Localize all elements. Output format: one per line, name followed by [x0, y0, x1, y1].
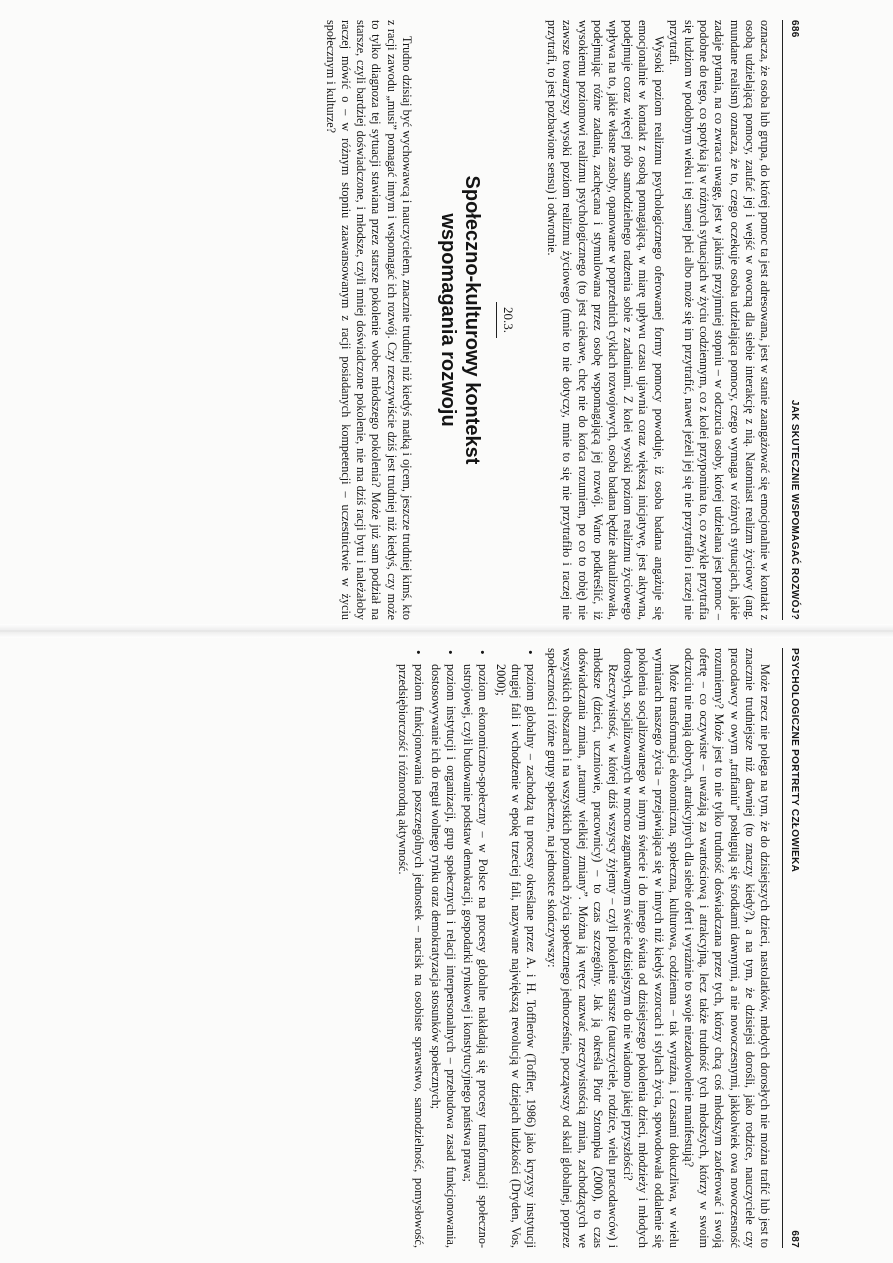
- section-divider: [496, 302, 497, 338]
- list-item: • poziom globalny – zachodzą tu procesy określane przez A. i H. Tofflerów (Toffler, 1986) jako kryzysy instytucji drugiej fali i wchodzenie w epokę trzeciej fali, nazywane największą rewolucją w dziejach ludzkości (Dryden, Vos, 2000);: [492, 648, 538, 1248]
- body-text: [323, 20, 772, 620]
- binding-seam: [0, 624, 893, 638]
- body-text: [393, 648, 772, 1248]
- list-item: • poziom funkcjonowania poszczególnych jednostek – nacisk na osobiste sprawstwo, samodzielność, pomysłowość, przedsiębiorczość i różnorodną aktywność.: [395, 648, 425, 1248]
- paragraph: oznacza, że osoba lub grupa, do której pomoc ta jest adresowana, jest w stanie zaangażować się emocjonalnie w kontakt z osobą udzielającą pomocy, zaufać jej i wejść w owocną dla siebie interakcję z nią. Natomiast realizm życiowy (ang. mundane realism) oznacza, że to, czego oczekuje osoba udzielająca pomocy, czego wymaga w różnych sytuacjach, jakie zadaje pytania, na co zwraca uwagę, jest w jakimś przyjmniej stopniu – w odczucia osoby, której udzielana jest pomoc – podobne do tego, co spotyka ją w różnych sytuacjach w życiu codziennym, co z kolei przypomina to, co zwykle przytrafia się ludziom w podobnym wieku i tej samej płci albo może się im przytrafić, nawet jeżeli jej się nie przytrafiło i raczej nie przytrafi.: [666, 20, 772, 620]
- bullet-list: [395, 648, 538, 1248]
- running-head-title: PSYCHOLOGICZNE PORTRETY CZŁOWIEKA: [789, 648, 800, 873]
- section-title-line: wspomagania rozwoju: [436, 213, 459, 427]
- list-item: • poziom instytucji i organizacji, grup społecznych i relacji interpersonalnych – przebudowa zasad funkcjonowania, dostosowywanie ich do reguł wolnego rynku oraz demokratyzacja stosunków społecznych;: [428, 648, 458, 1248]
- paragraph: Może rzecz nie polega na tym, że do dzisiejszych dzieci, nastolatków, młodych dorosłych nie można trafić lub jest to znacznie trudniejsze niż dawniej (to znaczy kiedy?), a na tym, że dzisiejsi dorośli, jako rodzice, nauczyciele czy pracodawcy w owym „trafianiu” posługują się środkami dawnymi, a nie nowoczesnymi, jakkolwiek owa nowoczesność rozumiemy? Może jest to nie tylko trudność doświadczana przez tych, którzy chcą coś młodszym zaoferować i swoją ofertę – co oczywiste – uważają za wartościową i atrakcyjną, lecz także trudność tych młodszych, którzy w swoim odczuciu nie mają dobrych, atrakcyjnych dla siebie ofert i wyrażnie to swoje niezadowolenie manifestują?: [681, 648, 772, 1248]
- section-title: [436, 20, 484, 620]
- paragraph: Może transformacja ekonomiczna, społeczna, kulturowa, codzienna – tak wyraźna, i czasami dokuczliwa, w wielu wymiarach naszego życia – przejawiająca się w innych niż kiedyś wzorcach i stylach życia, spowodowała oddalenie się pokolenia socjalizowanego w innym świecie i do innego świata od dzisiejszego pokolenia dzieci, młodzieży i młodych dorosłych, socjalizowanych w mocno zagmatwanym świecie dzisiejszym do nie wiadomo jakiej przyszłości?: [621, 648, 681, 1248]
- paragraph: Trudno dzisiaj być wychowawcą i nauczycielem, znacznie trudniej niż kiedyś matką i ojcem, jeszcze trudniej kimś, kto z racji zawodu „musi” pomagać innym i wspomagać ich rozwój. Czy rzeczywiście dziś jest trudniej niż kiedyś, czy może to tylko diagnoza tej sytuacji stawiana przez starsze pokolenie wobec młodszego pokolenia? Może już sam podział na starsze, czyli bardziej doświadczone, i młodsze, czyli mniej doświadczone pokolenie, nie ma dziś racji bytu i należałoby raczej mówić o – w różnym stopniu zaawansowanym z racji posiadanych kompetencji – uczestnictwie w życiu społecznym i kulturze?: [323, 20, 414, 620]
- running-head-title: JAK SKUTECZNIE WSPOMAGAĆ ROZWÓJ?: [789, 399, 800, 620]
- running-head: [782, 20, 800, 620]
- page-687: [80, 648, 800, 1248]
- running-head: [782, 648, 800, 1248]
- list-item: • poziom ekonomiczno-społeczny – w Polsce na procesy globalne nakładają się procesy transformacji społeczno-ustrojowej, czyli budowanie podstaw demokracji, gospodarki rynkowej i konstytucyjnego państwa prawa;: [460, 648, 490, 1248]
- page-number: 686: [789, 20, 800, 38]
- page-number: 687: [789, 1230, 800, 1248]
- paragraph: Wysoki poziom realizmu psychologicznego oferowanej formy pomocy powoduje, iż osoba badana angażuje się emocjonalnie w kontakt z osobą pomagającą, w miarę upływu czasu ujawnia coraz większą inicjatywę, jest aktywna, podejmuje coraz więcej prób samodzielnego radzenia sobie z zadaniami. Z kolei wysoki poziom realizmu życiowego wpływa na to, jakie własne zasoby, opanowane w poprzednich cyklach rozwojowych, osoba badana będzie aktualizowała, podejmując różne zadania, zachęcana i stymulowana przez osobę wspomagającą jej rozwój. Warto podkreślić, iż wysokiemu poziomowi realizmu psychologicznego (to jest ciekawe, chcę nie do końca rozumiem, po co to robię) nie zawsze towarzyszy wysoki poziom realizmu życiowego (mnie to nie dotyczy, mnie to się nie przytrafiło i raczej nie przytrafi, to jest pozbawione sensu) i odwrotnie.: [545, 20, 666, 620]
- section-number: 20.3.: [500, 307, 516, 333]
- section-title-line: Społeczno-kulturowy kontekst: [460, 175, 483, 465]
- paragraph: Rzeczywistość, w której dziś wszyscy żyjemy – czyli pokolenie starsze (nauczyciele, rodzice, wielu pracodawców) i młodsze (dzieci, uczniowie, pracownicy) – to czas szczególny. Jak ją określa Piotr Sztompka (2000), to czas doświadczania zmian, „traumy wielkiej zmiany”. Można ją wręcz nazwać rzeczywistością zmian, zachodzących we wszystkich obszarach i na wszystkich poziomach życia społecznego jednocześnie, począwszy od skali globalnej, poprzez społeczności i różne grupy społeczne, na jednostce skończywszy:: [545, 648, 620, 1248]
- page-686: [80, 20, 800, 620]
